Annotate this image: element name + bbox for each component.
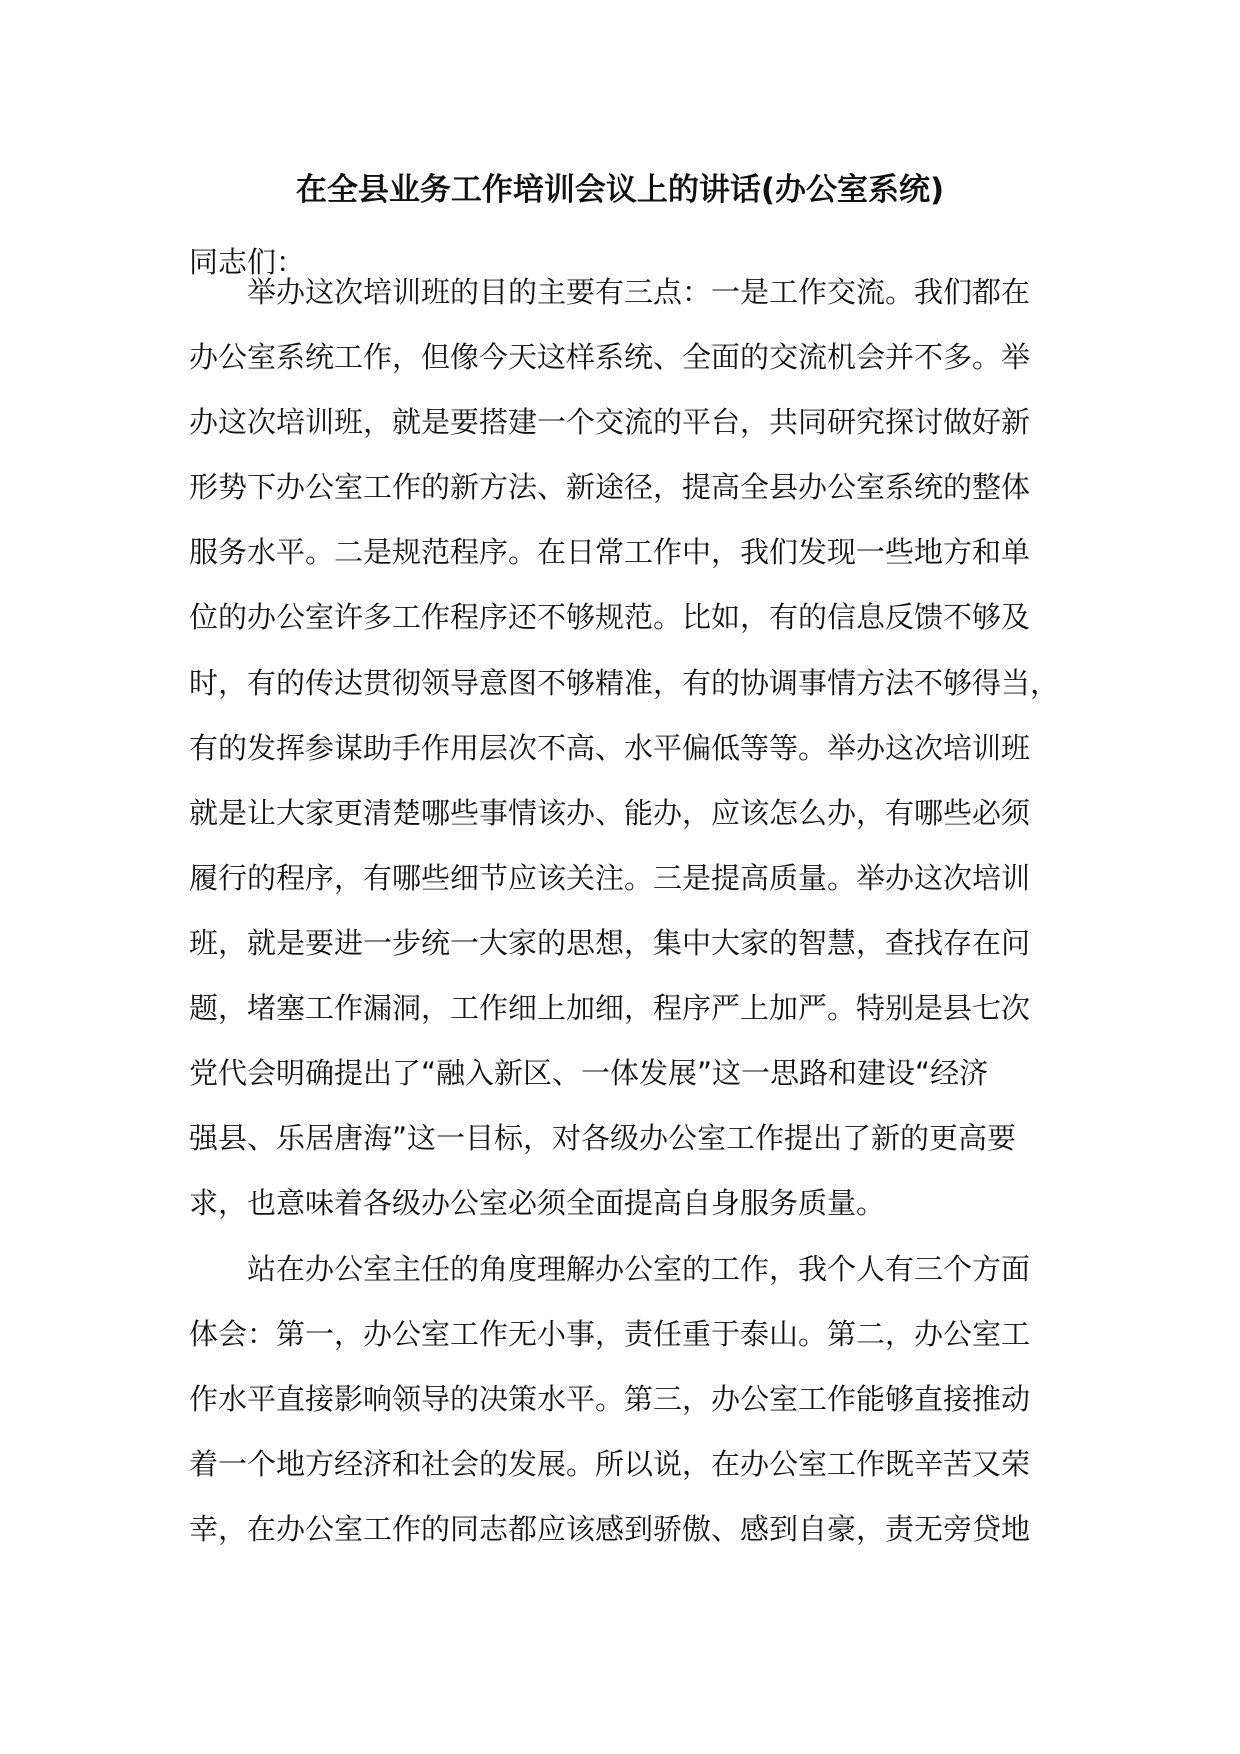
paragraph-line: 题，堵塞工作漏洞，工作细上加细，程序严上加严。特别是县七次 xyxy=(189,991,1031,1026)
paragraph-line: 强县、乐居唐海”这一目标，对各级办公室工作提出了新的更高要 xyxy=(189,1121,1017,1156)
paragraph-line: 有的发挥参谋助手作用层次不高、水平偏低等等。举办这次培训班 xyxy=(189,730,1031,765)
paragraph-line: 办公室系统工作，但像今天这样系统、全面的交流机会并不多。举 xyxy=(189,340,1031,375)
paragraph-line: 履行的程序，有哪些细节应该关注。三是提高质量。举办这次培训 xyxy=(189,860,1031,895)
paragraph-line: 举办这次培训班的目的主要有三点：一是工作交流。我们都在 xyxy=(247,275,1031,309)
paragraph-2 xyxy=(189,1237,1069,1562)
paragraph-line: 班，就是要进一步统一大家的思想，集中大家的智慧，查找存在问 xyxy=(189,925,1031,960)
paragraph-line: 站在办公室主任的角度理解办公室的工作，我个人有三个方面 xyxy=(247,1252,1031,1286)
paragraph-line: 党代会明确提出了“融入新区、一体发展”这一思路和建设“经济 xyxy=(189,1056,989,1091)
paragraph-line: 求，也意味着各级办公室必须全面提高自身服务质量。 xyxy=(189,1186,886,1221)
paragraph-line: 幸，在办公室工作的同志都应该感到骄傲、感到自豪，责无旁贷地 xyxy=(189,1512,1031,1547)
paragraph-line: 作水平直接影响领导的决策水平。第三，办公室工作能够直接推动 xyxy=(189,1382,1031,1417)
paragraph-1 xyxy=(189,260,1069,1236)
document-title: 在全县业务工作培训会议上的讲话(办公室系统) xyxy=(295,172,945,208)
paragraph-line: 服务水平。二是规范程序。在日常工作中，我们发现一些地方和单 xyxy=(189,535,1031,570)
paragraph-line: 着一个地方经济和社会的发展。所以说，在办公室工作既辛苦又荣 xyxy=(189,1447,1031,1482)
paragraph-line: 体会：第一，办公室工作无小事，责任重于泰山。第二，办公室工 xyxy=(189,1317,1031,1352)
paragraph-line: 办这次培训班，就是要搭建一个交流的平台，共同研究探讨做好新 xyxy=(189,405,1031,440)
greeting: 同志们： xyxy=(189,245,306,279)
paragraph-line: 位的办公室许多工作程序还不够规范。比如，有的信息反馈不够及 xyxy=(189,600,1031,635)
paragraph-line: 形势下办公室工作的新方法、新途径，提高全县办公室系统的整体 xyxy=(189,470,1031,505)
paragraph-line: 时，有的传达贯彻领导意图不够精准，有的协调事情方法不够得当， xyxy=(189,665,1060,700)
paragraph-line: 就是让大家更清楚哪些事情该办、能办，应该怎么办，有哪些必须 xyxy=(189,795,1031,830)
